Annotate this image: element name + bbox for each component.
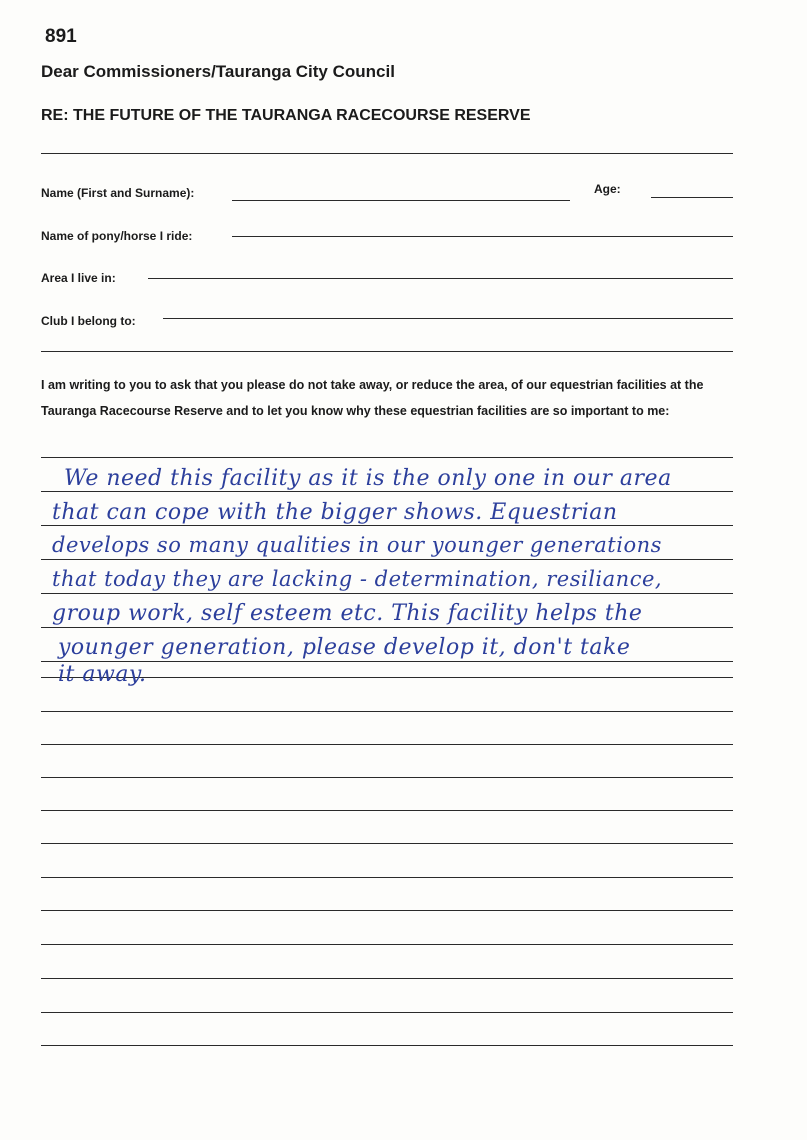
handwriting-line-6: younger generation, please develop it, don't take	[58, 635, 631, 660]
writing-line	[41, 944, 733, 945]
writing-line	[41, 777, 733, 778]
writing-line	[41, 810, 733, 811]
handwriting-line-3: develops so many qualities in our younger generations	[52, 533, 662, 557]
writing-line	[41, 525, 733, 526]
writing-line	[41, 910, 733, 911]
area-label: Area I live in:	[41, 271, 116, 285]
age-field[interactable]	[651, 197, 733, 198]
intro-paragraph: I am writing to you to ask that you please do not take away, or reduce the area, of our equestrian facilities at the Tauranga Racecourse Reserve and to let you know why these equestrian facilities are so important to me:	[41, 378, 704, 418]
pony-label: Name of pony/horse I ride:	[41, 229, 193, 243]
writing-line	[41, 843, 733, 844]
club-field[interactable]	[163, 318, 733, 319]
writing-line	[41, 744, 733, 745]
area-field[interactable]	[148, 278, 733, 279]
writing-line	[41, 627, 733, 628]
writing-line	[41, 978, 733, 979]
handwriting-line-7: it away.	[58, 662, 147, 687]
name-label: Name (First and Surname):	[41, 186, 195, 200]
header-divider	[41, 153, 733, 154]
writing-line	[41, 457, 733, 458]
writing-line	[41, 1045, 733, 1046]
handwriting-line-1: We need this facility as it is the only one in our area	[64, 466, 672, 491]
writing-line	[41, 593, 733, 594]
pony-field[interactable]	[232, 236, 733, 237]
handwriting-line-5: group work, self esteem etc. This facility helps the	[52, 601, 643, 626]
club-label: Club I belong to:	[41, 314, 136, 328]
age-label: Age:	[594, 182, 621, 196]
writing-line	[41, 1012, 733, 1013]
name-field[interactable]	[232, 200, 570, 201]
writing-line	[41, 491, 733, 492]
writing-line	[41, 711, 733, 712]
writing-line	[41, 877, 733, 878]
fields-divider	[41, 351, 733, 352]
form-number: 891	[45, 26, 77, 47]
salutation: Dear Commissioners/Tauranga City Council	[41, 62, 395, 81]
subject-heading: RE: THE FUTURE OF THE TAURANGA RACECOURSE RESERVE	[41, 107, 531, 124]
handwriting-line-2: that can cope with the bigger shows. Equestrian	[52, 500, 618, 525]
writing-line	[41, 559, 733, 560]
handwriting-line-4: that today they are lacking - determination, resiliance,	[52, 567, 663, 591]
